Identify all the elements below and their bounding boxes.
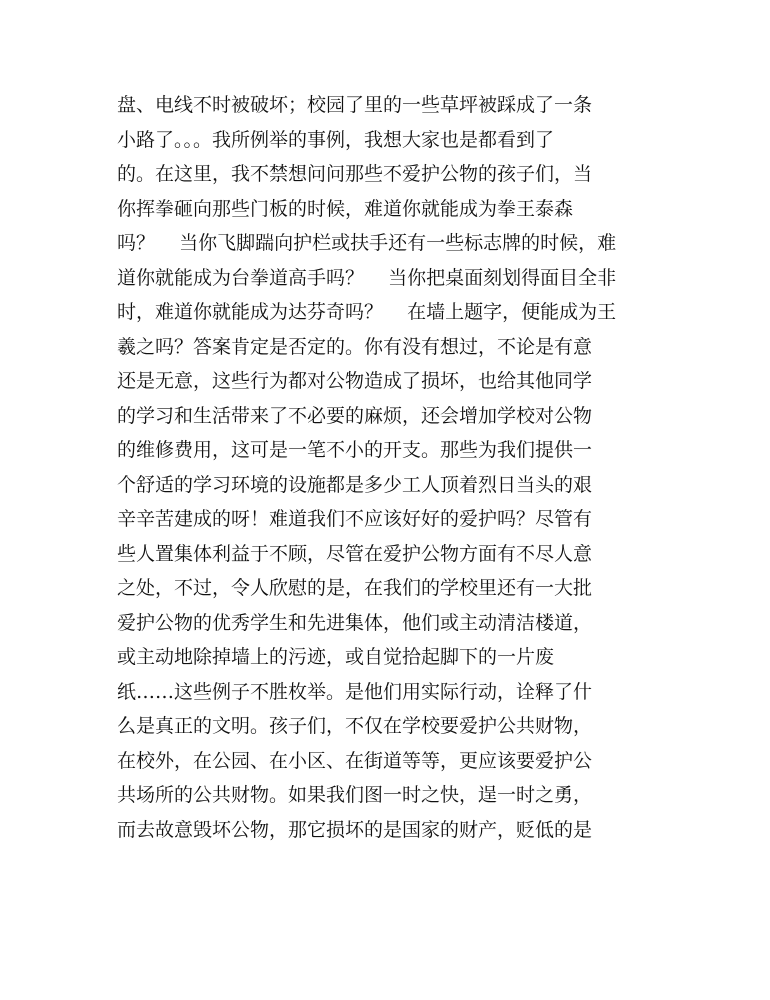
- text-line: 时，难道你就能成为达芬奇吗？ 在墙上题字，便能成为王: [117, 301, 617, 323]
- text-line: 吗？ 当你飞脚踹向护栏或扶手还有一些标志牌的时候，难: [117, 232, 617, 254]
- body-text: [117, 88, 662, 847]
- text-line: 你挥拳砸向那些门板的时候，难道你就能成为拳王泰森: [117, 197, 574, 220]
- text-line: 而去故意毁坏公物，那它损坏的是国家的财产，贬低的是: [117, 818, 593, 841]
- text-line: 么是真正的文明。孩子们，不仅在学校要爱护公共财物，: [117, 715, 593, 737]
- text-line: 盘、电线不时被破坏；校园了里的一些草坪被踩成了一条: [117, 94, 593, 116]
- text-line: 之处，不过，令人欣慰的是，在我们的学校里还有一大批: [117, 577, 593, 599]
- text-line: 辛辛苦建成的呀！难道我们不应该好好的爱护吗？尽管有: [117, 508, 593, 530]
- text-line: 的学习和生活带来了不必要的麻烦，还会增加学校对公物: [117, 404, 593, 427]
- text-line: 还是无意，这些行为都对公物造成了损坏，也给其他同学: [117, 370, 593, 392]
- text-line: 的。在这里，我不禁想问问那些不爱护公物的孩子们，当: [117, 163, 593, 185]
- text-line: 个舒适的学习环境的设施都是多少工人顶着烈日当头的艰: [117, 473, 593, 496]
- text-line: 小路了。。。我所例举的事例，我想大家也是都看到了: [117, 128, 555, 151]
- text-line: 纸……这些例子不胜枚举。是他们用实际行动，诠释了什: [117, 680, 593, 703]
- text-line: 的维修费用，这可是一笔不小的开支。那些为我们提供一: [117, 439, 593, 461]
- text-line: 道你就能成为台拳道高手吗？ 当你把桌面刻划得面目全非: [117, 266, 617, 289]
- text-line: 或主动地除掉墙上的污迹，或自觉拾起脚下的一片废: [117, 646, 555, 668]
- text-line: 羲之吗？答案肯定是否定的。你有没有想过，不论是有意: [117, 335, 593, 358]
- text-line: 在校外，在公园、在小区、在街道等等，更应该要爱护公: [117, 749, 593, 772]
- text-line: 爱护公物的优秀学生和先进集体，他们或主动清洁楼道，: [117, 611, 593, 634]
- text-line: 共场所的公共财物。如果我们图一时之快，逞一时之勇，: [117, 784, 593, 806]
- text-line: 些人置集体利益于不顾，尽管在爱护公物方面有不尽人意: [117, 542, 593, 565]
